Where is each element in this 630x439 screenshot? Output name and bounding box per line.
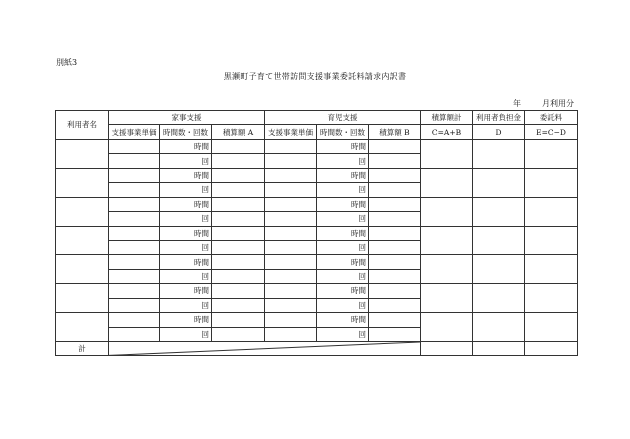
hw-unit-price-cell[interactable]	[109, 327, 160, 341]
total-amount-cell[interactable]	[421, 284, 473, 313]
hw-amount-cell[interactable]	[212, 139, 265, 153]
hw-times-cell[interactable]: 回	[160, 154, 212, 168]
cc-unit-price-cell[interactable]	[265, 183, 317, 197]
cc-unit-price-cell[interactable]	[265, 313, 317, 327]
hw-amount-cell[interactable]	[212, 197, 265, 211]
total-row	[56, 342, 578, 356]
total-amount-cell[interactable]	[421, 139, 473, 168]
cc-unit-price-cell[interactable]	[265, 197, 317, 211]
cc-times-cell[interactable]: 回	[317, 269, 369, 283]
commission-cell[interactable]	[525, 168, 578, 197]
hw-amount-cell[interactable]	[212, 212, 265, 226]
hw-amount-cell[interactable]	[212, 298, 265, 312]
cc-hours-cell[interactable]: 時間	[317, 168, 369, 182]
document-title: 黒瀬町子育て世帯訪問支援事業委託料請求内訳書	[223, 72, 407, 81]
hw-amount-cell[interactable]	[212, 154, 265, 168]
user-row-hours	[56, 197, 578, 211]
hw-hours-cell[interactable]: 時間	[160, 226, 212, 240]
cc-unit-price-cell[interactable]	[265, 139, 317, 153]
hw-amount-cell[interactable]	[212, 168, 265, 182]
hw-hours-cell[interactable]: 時間	[160, 139, 212, 153]
cc-amount-cell[interactable]	[369, 298, 421, 312]
hw-times-cell[interactable]: 回	[160, 327, 212, 341]
cc-hours-cell[interactable]: 時間	[317, 226, 369, 240]
cc-times-cell[interactable]: 回	[317, 240, 369, 254]
total-diagonal-cell	[109, 342, 421, 356]
grand-total-commission-cell[interactable]	[525, 342, 578, 356]
header-formula-e: E=C−D	[525, 125, 578, 139]
cc-times-cell[interactable]: 回	[317, 298, 369, 312]
header-cc-time-count: 時間数・回数	[317, 125, 369, 139]
cc-amount-cell[interactable]	[369, 327, 421, 341]
cc-unit-price-cell[interactable]	[265, 284, 317, 298]
user-burden-cell[interactable]	[473, 226, 525, 255]
cc-amount-cell[interactable]	[369, 313, 421, 327]
hw-times-cell[interactable]: 回	[160, 183, 212, 197]
cc-hours-cell[interactable]: 時間	[317, 197, 369, 211]
hw-unit-price-cell[interactable]	[109, 226, 160, 240]
user-burden-cell[interactable]	[473, 255, 525, 284]
cc-times-cell[interactable]: 回	[317, 154, 369, 168]
diagonal-line	[109, 342, 420, 355]
invoice-breakdown-table	[55, 110, 578, 356]
hw-amount-cell[interactable]	[212, 183, 265, 197]
header-user-name: 利用者名	[56, 111, 109, 140]
cc-times-cell[interactable]: 回	[317, 212, 369, 226]
hw-unit-price-cell[interactable]	[109, 212, 160, 226]
hw-unit-price-cell[interactable]	[109, 240, 160, 254]
cc-unit-price-cell[interactable]	[265, 226, 317, 240]
header-childcare: 育児支援	[265, 111, 421, 125]
header-total-amount: 積算額計	[421, 111, 473, 125]
hw-hours-cell[interactable]: 時間	[160, 313, 212, 327]
commission-cell[interactable]	[525, 313, 578, 342]
total-amount-cell[interactable]	[421, 255, 473, 284]
user-name-cell[interactable]	[56, 284, 109, 313]
total-amount-cell[interactable]	[421, 168, 473, 197]
user-row-hours	[56, 168, 578, 182]
user-name-cell[interactable]	[56, 226, 109, 255]
cc-times-cell[interactable]: 回	[317, 327, 369, 341]
hw-unit-price-cell[interactable]	[109, 183, 160, 197]
cc-unit-price-cell[interactable]	[265, 212, 317, 226]
hw-unit-price-cell[interactable]	[109, 255, 160, 269]
user-burden-cell[interactable]	[473, 139, 525, 168]
cc-amount-cell[interactable]	[369, 255, 421, 269]
hw-unit-price-cell[interactable]	[109, 154, 160, 168]
hw-times-cell[interactable]: 回	[160, 269, 212, 283]
hw-unit-price-cell[interactable]	[109, 284, 160, 298]
total-label: 計	[56, 342, 109, 356]
hw-unit-price-cell[interactable]	[109, 313, 160, 327]
hw-unit-price-cell[interactable]	[109, 139, 160, 153]
hw-hours-cell[interactable]: 時間	[160, 284, 212, 298]
cc-amount-cell[interactable]	[369, 240, 421, 254]
header-cc-unit-price: 支援事業単価	[265, 125, 317, 139]
header-cc-amount: 積算額 B	[369, 125, 421, 139]
header-hw-time-count: 時間数・回数	[160, 125, 212, 139]
hw-times-cell[interactable]: 回	[160, 212, 212, 226]
commission-cell[interactable]	[525, 284, 578, 313]
total-amount-cell[interactable]	[421, 226, 473, 255]
commission-cell[interactable]	[525, 197, 578, 226]
cc-unit-price-cell[interactable]	[265, 298, 317, 312]
cc-amount-cell[interactable]	[369, 212, 421, 226]
hw-hours-cell[interactable]: 時間	[160, 197, 212, 211]
period-year-label: 年	[513, 99, 521, 108]
total-amount-cell[interactable]	[421, 197, 473, 226]
header-commission: 委託料	[525, 111, 578, 125]
hw-amount-cell[interactable]	[212, 327, 265, 341]
cc-hours-cell[interactable]: 時間	[317, 313, 369, 327]
user-burden-cell[interactable]	[473, 313, 525, 342]
user-row-hours	[56, 255, 578, 269]
grand-total-burden-cell[interactable]	[473, 342, 525, 356]
grand-total-amount-cell[interactable]	[421, 342, 473, 356]
hw-amount-cell[interactable]	[212, 240, 265, 254]
hw-hours-cell[interactable]: 時間	[160, 255, 212, 269]
hw-unit-price-cell[interactable]	[109, 168, 160, 182]
commission-cell[interactable]	[525, 226, 578, 255]
cc-amount-cell[interactable]	[369, 284, 421, 298]
cc-hours-cell[interactable]: 時間	[317, 284, 369, 298]
user-row-hours	[56, 139, 578, 153]
hw-times-cell[interactable]: 回	[160, 240, 212, 254]
header-hw-amount: 積算額 A	[212, 125, 265, 139]
cc-amount-cell[interactable]	[369, 154, 421, 168]
user-row-hours	[56, 313, 578, 327]
cc-times-cell[interactable]: 回	[317, 183, 369, 197]
cc-amount-cell[interactable]	[369, 168, 421, 182]
cc-hours-cell[interactable]: 時間	[317, 139, 369, 153]
hw-amount-cell[interactable]	[212, 255, 265, 269]
header-user-burden: 利用者負担金	[473, 111, 525, 125]
hw-amount-cell[interactable]	[212, 313, 265, 327]
hw-unit-price-cell[interactable]	[109, 298, 160, 312]
header-formula-d: D	[473, 125, 525, 139]
cc-unit-price-cell[interactable]	[265, 240, 317, 254]
user-burden-cell[interactable]	[473, 168, 525, 197]
period-month-label: 月利用分	[542, 99, 574, 108]
header-hw-unit-price: 支援事業単価	[109, 125, 160, 139]
cc-unit-price-cell[interactable]	[265, 168, 317, 182]
cc-hours-cell[interactable]: 時間	[317, 255, 369, 269]
hw-amount-cell[interactable]	[212, 226, 265, 240]
commission-cell[interactable]	[525, 139, 578, 168]
header-housework: 家事支援	[109, 111, 265, 125]
cc-unit-price-cell[interactable]	[265, 269, 317, 283]
user-burden-cell[interactable]	[473, 284, 525, 313]
cc-unit-price-cell[interactable]	[265, 327, 317, 341]
cc-amount-cell[interactable]	[369, 183, 421, 197]
hw-unit-price-cell[interactable]	[109, 197, 160, 211]
header-row-1	[56, 111, 578, 125]
user-name-cell[interactable]	[56, 197, 109, 226]
user-row-hours	[56, 284, 578, 298]
total-amount-cell[interactable]	[421, 313, 473, 342]
hw-unit-price-cell[interactable]	[109, 269, 160, 283]
user-name-cell[interactable]	[56, 139, 109, 168]
cc-unit-price-cell[interactable]	[265, 154, 317, 168]
hw-hours-cell[interactable]: 時間	[160, 168, 212, 182]
cc-amount-cell[interactable]	[369, 139, 421, 153]
annex-label: 別紙3	[56, 58, 78, 67]
cc-amount-cell[interactable]	[369, 197, 421, 211]
cc-amount-cell[interactable]	[369, 226, 421, 240]
hw-times-cell[interactable]: 回	[160, 298, 212, 312]
header-formula-c: C=A+B	[421, 125, 473, 139]
user-name-cell[interactable]	[56, 313, 109, 342]
header-row-2	[56, 125, 578, 139]
user-name-cell[interactable]	[56, 168, 109, 197]
user-name-cell[interactable]	[56, 255, 109, 284]
hw-amount-cell[interactable]	[212, 269, 265, 283]
hw-amount-cell[interactable]	[212, 284, 265, 298]
user-burden-cell[interactable]	[473, 197, 525, 226]
user-row-hours	[56, 226, 578, 240]
cc-amount-cell[interactable]	[369, 269, 421, 283]
cc-unit-price-cell[interactable]	[265, 255, 317, 269]
commission-cell[interactable]	[525, 255, 578, 284]
